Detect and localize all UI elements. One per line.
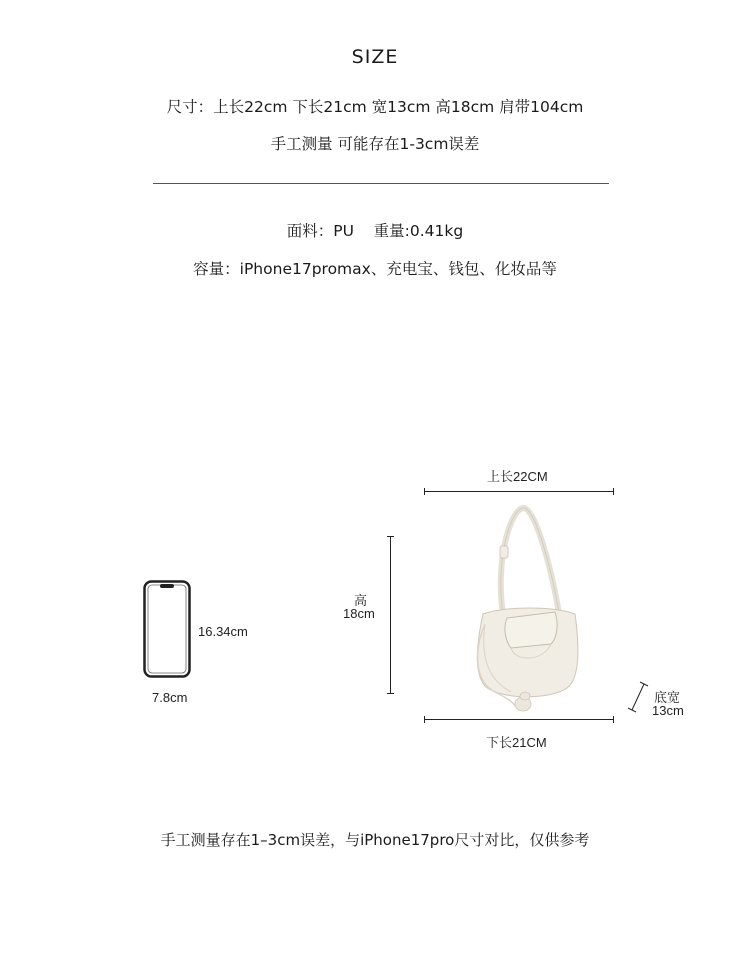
height-value: 18cm <box>343 606 375 621</box>
phone-illustration <box>143 580 191 678</box>
bag-image <box>455 502 605 714</box>
base-width-title: 底宽 <box>654 690 681 705</box>
bottom-length-line <box>424 719 614 720</box>
phone-height-label: 16.34cm <box>198 624 248 639</box>
capacity-text: 容量：iPhone17promax、充电宝、钱包、化妆品等 <box>193 260 557 278</box>
base-width-line <box>626 680 650 714</box>
top-length-label: 上长22CM <box>487 469 548 484</box>
phone-width-label: 7.8cm <box>152 690 188 705</box>
tolerance-text: 手工测量 可能存在1-3cm误差 <box>270 135 480 153</box>
base-width-value: 13cm <box>652 703 684 718</box>
footer-note: 手工测量存在1–3cm误差，与iPhone17pro尺寸对比，仅供参考 <box>160 831 590 849</box>
divider <box>153 183 609 184</box>
dimensions-text: 尺寸：上长22cm 下长21cm 宽13cm 高18cm 肩带104cm <box>166 98 584 116</box>
height-line <box>390 536 391 694</box>
top-length-line <box>424 491 614 492</box>
bottom-length-label: 下长21CM <box>486 735 547 750</box>
material-weight-text: 面料：PU 重量:0.41kg <box>286 222 464 240</box>
phone-icon <box>143 580 191 678</box>
bag-illustration <box>455 502 605 714</box>
page-title: SIZE <box>351 46 399 68</box>
height-title: 高 <box>354 593 368 608</box>
